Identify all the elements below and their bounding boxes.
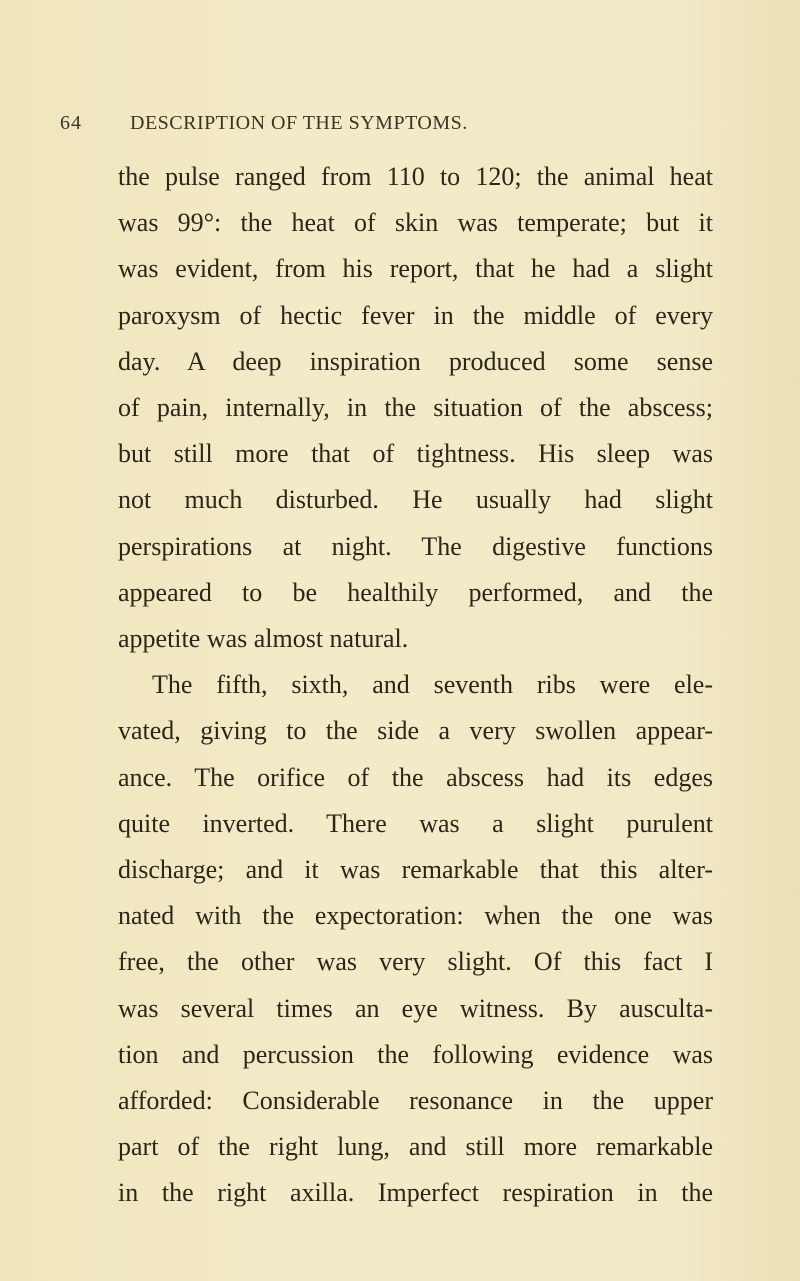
text-line: not much disturbed. He usually had slight xyxy=(118,485,713,515)
page-number: 64 xyxy=(60,112,82,134)
text-line: day. A deep inspiration produced some sense xyxy=(118,346,713,376)
text-line: free, the other was very slight. Of this fact I xyxy=(118,947,713,977)
text-line: part of the right lung, and still more remarkable xyxy=(118,1132,713,1162)
page-header xyxy=(60,112,760,142)
body-text xyxy=(118,154,713,1217)
text-line: was several times an eye witness. By ausculta- xyxy=(118,993,713,1023)
text-line: was 99°: the heat of skin was temperate; but it xyxy=(118,208,713,238)
text-line: but still more that of tightness. His sleep was xyxy=(118,439,713,469)
text-line: quite inverted. There was a slight purulent xyxy=(118,808,713,838)
text-line: appeared to be healthily performed, and the xyxy=(118,577,713,607)
paragraph-start-line: The fifth, sixth, and seventh ribs were ele- xyxy=(152,670,713,700)
text-line: in the right axilla. Imperfect respiration in the xyxy=(118,1178,713,1208)
text-line: tion and percussion the following evidence was xyxy=(118,1039,713,1069)
text-line: of pain, internally, in the situation of the abscess; xyxy=(118,393,713,423)
running-head: DESCRIPTION OF THE SYMPTOMS. xyxy=(130,112,468,134)
text-line: the pulse ranged from 110 to 120; the animal heat xyxy=(118,162,713,191)
text-line: was evident, from his report, that he had a slight xyxy=(118,254,713,284)
text-line: nated with the expectoration: when the one was xyxy=(118,901,713,931)
text-line: discharge; and it was remarkable that this alter- xyxy=(118,855,713,885)
text-line: perspirations at night. The digestive functions xyxy=(118,531,713,561)
text-line: ance. The orifice of the abscess had its edges xyxy=(118,762,713,792)
text-line: afforded: Considerable resonance in the upper xyxy=(118,1086,713,1116)
text-line: appetite was almost natural. xyxy=(118,624,409,654)
text-line: vated, giving to the side a very swollen appear- xyxy=(118,716,713,746)
text-line: paroxysm of hectic fever in the middle of every xyxy=(118,300,713,330)
